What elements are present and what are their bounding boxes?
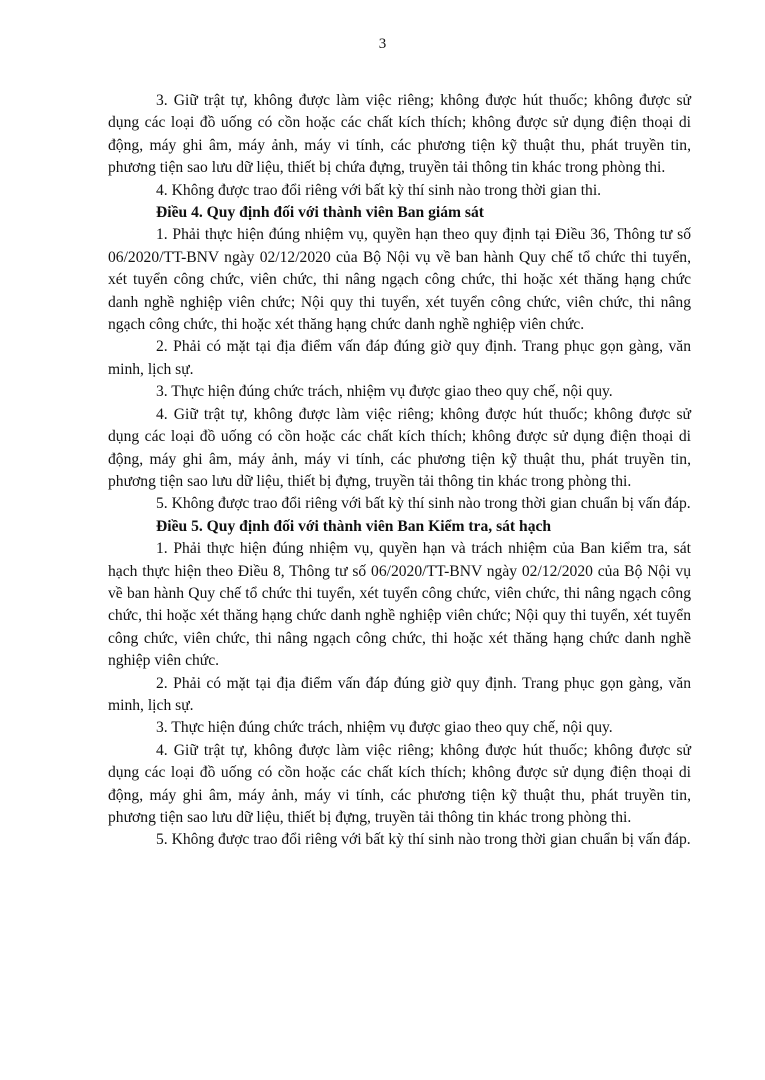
paragraph-art5-item2: 2. Phải có mặt tại địa điểm vấn đáp đúng giờ quy định. Trang phục gọn gàng, văn minh, lịch sự. bbox=[108, 674, 691, 714]
paragraph-art4-item2: 2. Phải có mặt tại địa điểm vấn đáp đúng giờ quy định. Trang phục gọn gàng, văn minh, lịch sự. bbox=[108, 338, 691, 378]
paragraph-art5-item5: 5. Không được trao đổi riêng với bất kỳ thí sinh nào trong thời gian chuẩn bị vấn đáp. bbox=[156, 831, 691, 849]
paragraph-art5-item3: 3. Thực hiện đúng chức trách, nhiệm vụ được giao theo quy chế, nội quy. bbox=[156, 719, 613, 737]
document-body bbox=[108, 90, 691, 852]
paragraph-art4-item1: 1. Phải thực hiện đúng nhiệm vụ, quyền hạn theo quy định tại Điều 36, Thông tư số 06/2020/TT-BNV ngày 02/12/2020 của Bộ Nội vụ về ban hành Quy chế tổ chức thi tuyển, xét tuyển công chức, viên chức, thi nâng ngạch công chức, thi hoặc xét thăng hạng chức danh nghề nghiệp viên chức; Nội quy thi tuyển, xét tuyển công chức, viên chức, thi nâng ngạch công chức, thi hoặc xét thăng hạng chức danh nghề nghiệp viên chức. bbox=[108, 226, 691, 334]
paragraph-art5-item1: 1. Phải thực hiện đúng nhiệm vụ, quyền hạn và trách nhiệm của Ban kiểm tra, sát hạch thực hiện theo Điều 8, Thông tư số 06/2020/TT-BNV ngày 02/12/2020 của Bộ Nội vụ về ban hành Quy chế tổ chức thi tuyển, xét tuyển công chức, viên chức, thi nâng ngạch công chức, thi hoặc xét thăng hạng chức danh nghề nghiệp viên chức; Nội quy thi tuyển, xét tuyển công chức, viên chức, thi nâng ngạch công chức, thi hoặc xét thăng hạng chức danh nghề nghiệp viên chức. bbox=[108, 540, 691, 670]
paragraph-art4-item4: 4. Giữ trật tự, không được làm việc riêng; không được hút thuốc; không được sử dụng các loại đồ uống có cồn hoặc các chất kích thích; không được sử dụng điện thoại di động, máy ghi âm, máy ảnh, máy vi tính, các phương tiện kỹ thuật thu, phát truyền tin, phương tiện sao lưu dữ liệu, thiết bị đựng, truyền tải thông tin khác trong phòng thi. bbox=[108, 405, 691, 490]
paragraph-art3-item4: 4. Không được trao đổi riêng với bất kỳ thí sinh nào trong thời gian thi. bbox=[156, 181, 602, 199]
article-5-heading: Điều 5. Quy định đối với thành viên Ban Kiểm tra, sát hạch bbox=[156, 517, 552, 535]
paragraph-art3-item3: 3. Giữ trật tự, không được làm việc riêng; không được hút thuốc; không được sử dụng các loại đồ uống có cồn hoặc các chất kích thích; không được sử dụng điện thoại di động, máy ghi âm, máy ảnh, máy vi tính, các phương tiện kỹ thuật thu, phát truyền tin, phương tiện sao lưu dữ liệu, thiết bị chứa đựng, truyền tải thông tin khác trong phòng thi. bbox=[108, 92, 691, 177]
article-4-heading: Điều 4. Quy định đối với thành viên Ban giám sát bbox=[156, 204, 484, 222]
paragraph-art4-item5: 5. Không được trao đổi riêng với bất kỳ thí sinh nào trong thời gian chuẩn bị vấn đáp. bbox=[156, 495, 691, 513]
page-number: 3 bbox=[378, 36, 387, 52]
paragraph-art4-item3: 3. Thực hiện đúng chức trách, nhiệm vụ được giao theo quy chế, nội quy. bbox=[156, 383, 613, 401]
paragraph-art5-item4: 4. Giữ trật tự, không được làm việc riêng; không được hút thuốc; không được sử dụng các loại đồ uống có cồn hoặc các chất kích thích; không được sử dụng điện thoại di động, máy ghi âm, máy ảnh, máy vi tính, các phương tiện kỹ thuật thu, phát truyền tin, phương tiện sao lưu dữ liệu, thiết bị đựng, truyền tải thông tin khác trong phòng thi. bbox=[108, 741, 691, 826]
